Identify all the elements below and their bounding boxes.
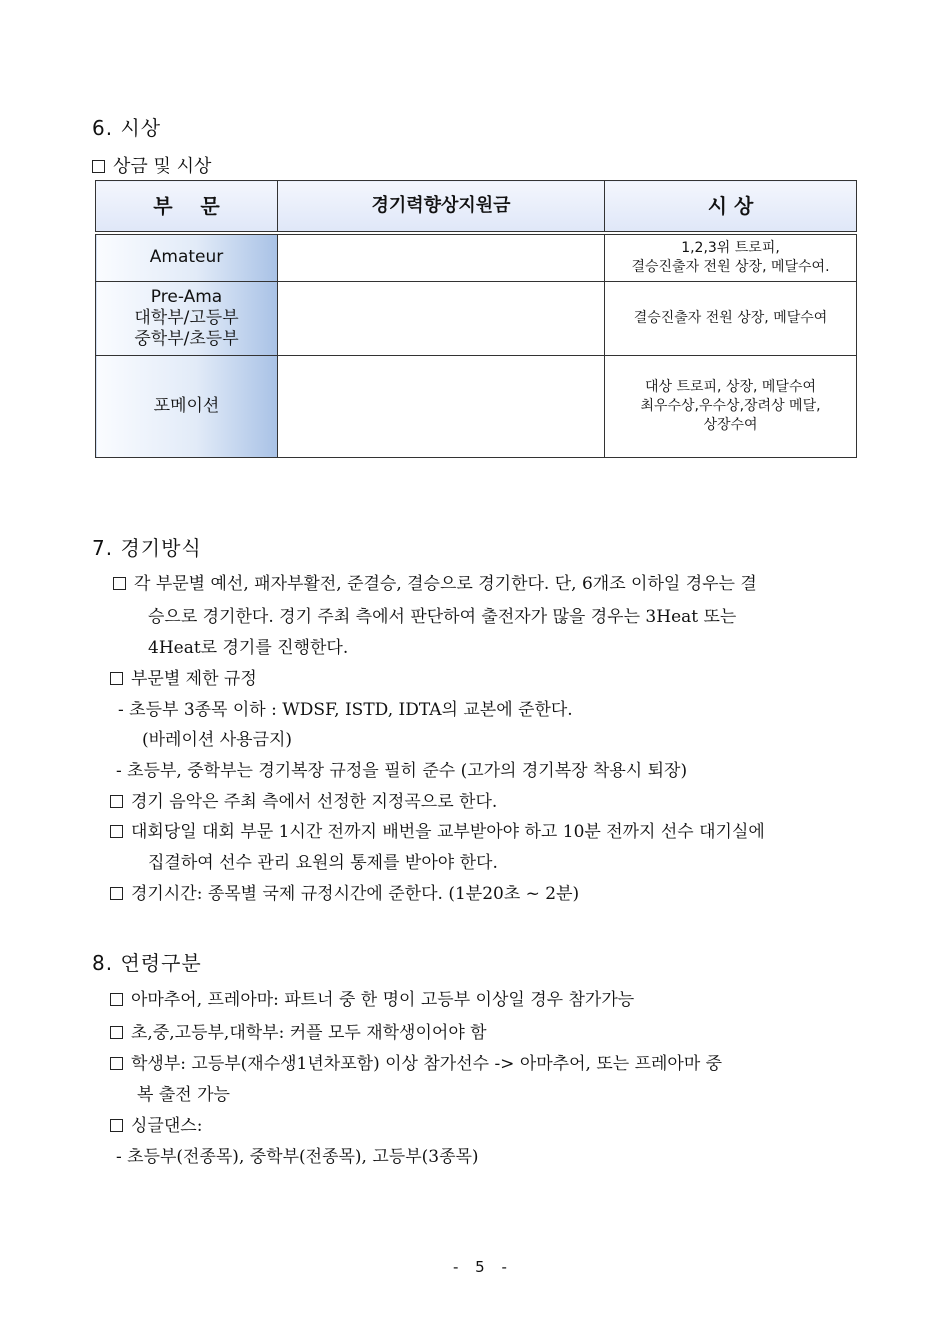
s7-paragraph-1-line-1: 각 부문별 예선, 패자부활전, 준결승, 결승으로 경기한다. 단, 6개조 이하일 경우는 결 — [113, 569, 757, 594]
category-cell: Pre-Ama 대학부/고등부 중학부/초등부 — [96, 282, 278, 356]
s8-paragraph-3-line-1: 학생부: 고등부(재수생1년차포함) 이상 참가선수 -> 아마추어, 또는 프레아마 중 — [110, 1049, 722, 1074]
s7-paragraph-1-line-3: 4Heat로 경기를 진행한다. — [148, 638, 349, 658]
award-table — [95, 180, 857, 458]
award-table-header-row — [96, 181, 857, 232]
checkbox-square-icon — [110, 795, 123, 808]
s8-paragraph-2: 초,중,고등부,대학부: 커플 모두 재학생이어야 함 — [110, 1018, 487, 1043]
header-category: 부 문 — [96, 181, 278, 232]
support-cell — [278, 235, 605, 282]
support-cell — [278, 356, 605, 458]
header-support-fund: 경기력향상지원금 — [278, 181, 605, 232]
page-number: - 5 - — [453, 1258, 513, 1276]
s7-paragraph-5: 경기시간: 종목별 국제 규정시간에 준한다. (1분20초 ~ 2분) — [110, 879, 579, 904]
checkbox-square-icon — [110, 672, 123, 685]
table-row — [96, 282, 857, 356]
category-cell: 포메이션 — [96, 356, 278, 458]
s8-dash-item-1: - 초등부(전종목), 중학부(전종목), 고등부(3종목) — [116, 1147, 479, 1167]
award-cell: 결승진출자 전원 상장, 메달수여 — [605, 282, 857, 356]
section-6-title: 6. 시상 — [92, 116, 162, 140]
header-award: 시 상 — [605, 181, 857, 232]
s8-paragraph-1: 아마추어, 프레아마: 파트너 중 한 명이 고등부 이상일 경우 참가가능 — [110, 985, 634, 1010]
support-cell — [278, 282, 605, 356]
section-6-subtitle — [92, 152, 211, 178]
checkbox-square-icon — [110, 1119, 123, 1132]
s7-paragraph-3: 경기 음악은 주최 측에서 선정한 지정곡으로 한다. — [110, 787, 497, 812]
section-8-title: 8. 연령구분 — [92, 951, 202, 975]
s7-paragraph-4-line-1: 대회당일 대회 부문 1시간 전까지 배번을 교부받아야 하고 10분 전까지 선수 대기실에 — [110, 817, 765, 842]
section-6-sub-label: 상금 및 시상 — [113, 156, 212, 177]
checkbox-square-icon — [110, 1057, 123, 1070]
award-cell: 대상 트로피, 상장, 메달수여 최우수상,우수상,장려상 메달, 상장수여 — [605, 356, 857, 458]
s7-paragraph-4-line-2: 집결하여 선수 관리 요원의 통제를 받아야 한다. — [148, 853, 498, 873]
award-cell: 1,2,3위 트로피, 결승진출자 전원 상장, 메달수여. — [605, 235, 857, 282]
s7-paragraph-1-line-2: 승으로 경기한다. 경기 주최 측에서 판단하여 출전자가 많을 경우는 3Heat 또는 — [148, 607, 737, 627]
category-cell: Amateur — [96, 235, 278, 282]
s7-dash-item-2: - 초등부, 중학부는 경기복장 규정을 필히 준수 (고가의 경기복장 착용시 퇴장) — [116, 761, 688, 781]
s7-paragraph-2: 부문별 제한 규정 — [110, 664, 257, 689]
checkbox-square-icon — [113, 577, 126, 590]
checkbox-square-icon — [110, 825, 123, 838]
checkbox-square-icon — [110, 1026, 123, 1039]
s8-paragraph-3-line-2: 복 출전 가능 — [137, 1085, 230, 1105]
section-7-title: 7. 경기방식 — [92, 536, 202, 560]
s8-paragraph-4: 싱글댄스: — [110, 1111, 202, 1136]
table-row — [96, 356, 857, 458]
checkbox-square-icon — [92, 160, 105, 173]
checkbox-square-icon — [110, 993, 123, 1006]
table-row — [96, 235, 857, 282]
s7-dash-item-1-note: (바레이션 사용금지) — [142, 730, 293, 750]
s7-dash-item-1: - 초등부 3종목 이하 : WDSF, ISTD, IDTA의 교본에 준한다. — [118, 700, 573, 720]
checkbox-square-icon — [110, 887, 123, 900]
